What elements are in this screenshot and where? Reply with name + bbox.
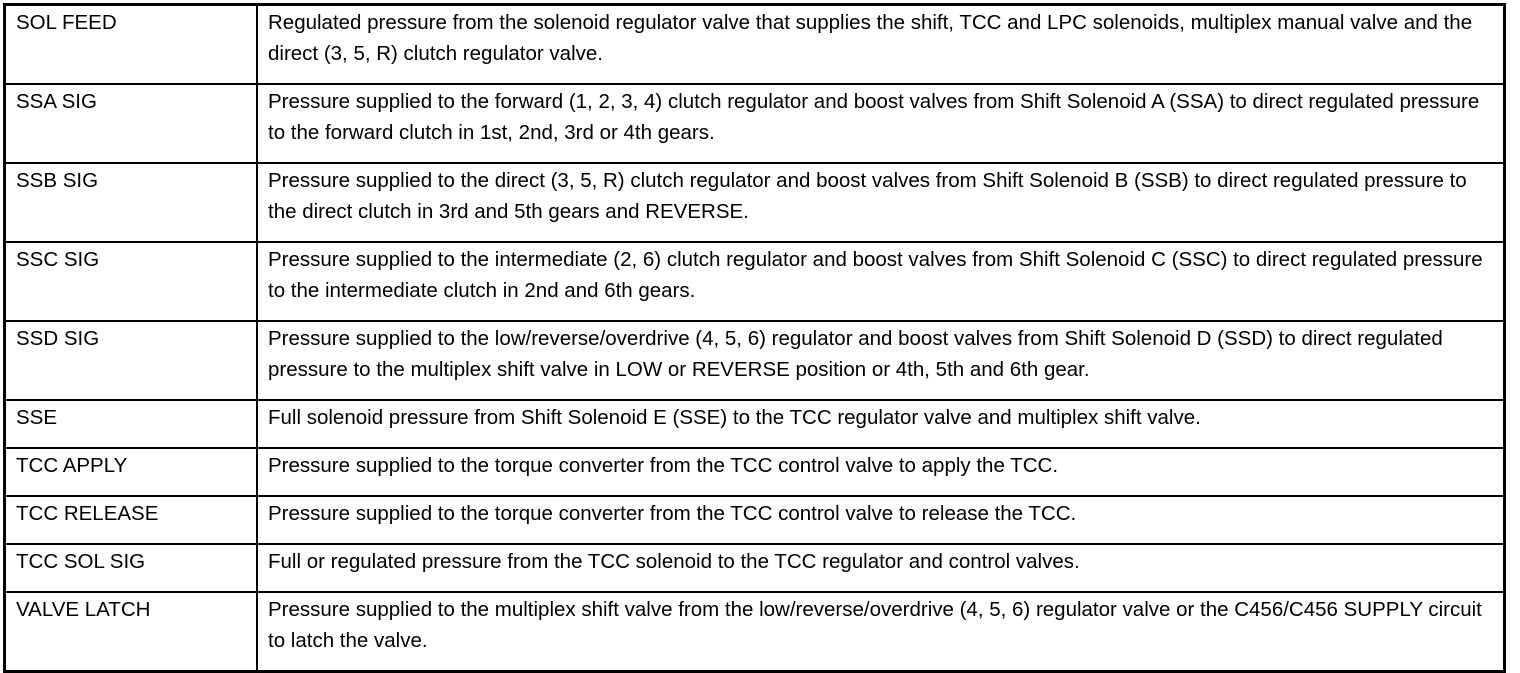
definition-cell: Pressure supplied to the low/reverse/overdrive (4, 5, 6) regulator and boost valves from Shift Solenoid D (SSD) to direct regulated pressure to the multiplex shift valve in LOW or REVERSE position or 4th, 5th and 6th gear. xyxy=(257,321,1505,400)
table-row xyxy=(5,400,1505,448)
definition-cell: Full solenoid pressure from Shift Solenoid E (SSE) to the TCC regulator valve and multiplex shift valve. xyxy=(257,400,1505,448)
definition-cell: Pressure supplied to the multiplex shift valve from the low/reverse/overdrive (4, 5, 6) regulator valve or the C456/C456 SUPPLY circuit to latch the valve. xyxy=(257,592,1505,672)
term-cell: SSE xyxy=(5,400,258,448)
table-row xyxy=(5,448,1505,496)
table-row xyxy=(5,592,1505,672)
term-cell: SSD SIG xyxy=(5,321,258,400)
definition-cell: Pressure supplied to the direct (3, 5, R) clutch regulator and boost valves from Shift Solenoid B (SSB) to direct regulated pressure to the direct clutch in 3rd and 5th gears and REVERSE. xyxy=(257,163,1505,242)
term-cell: SSC SIG xyxy=(5,242,258,321)
term-cell: TCC SOL SIG xyxy=(5,544,258,592)
definition-cell: Pressure supplied to the intermediate (2, 6) clutch regulator and boost valves from Shift Solenoid C (SSC) to direct regulated pressure to the intermediate clutch in 2nd and 6th gears. xyxy=(257,242,1505,321)
fluid-circuit-glossary-table xyxy=(3,3,1506,673)
definition-cell: Pressure supplied to the torque converter from the TCC control valve to release the TCC. xyxy=(257,496,1505,544)
term-cell: VALVE LATCH xyxy=(5,592,258,672)
table-row xyxy=(5,5,1505,85)
definition-cell: Regulated pressure from the solenoid regulator valve that supplies the shift, TCC and LPC solenoids, multiplex manual valve and the direct (3, 5, R) clutch regulator valve. xyxy=(257,5,1505,85)
definition-cell: Pressure supplied to the torque converter from the TCC control valve to apply the TCC. xyxy=(257,448,1505,496)
table-row xyxy=(5,544,1505,592)
term-cell: TCC RELEASE xyxy=(5,496,258,544)
table-row xyxy=(5,496,1505,544)
definition-cell: Full or regulated pressure from the TCC solenoid to the TCC regulator and control valves. xyxy=(257,544,1505,592)
table-row xyxy=(5,163,1505,242)
table-row xyxy=(5,242,1505,321)
table-row xyxy=(5,84,1505,163)
term-cell: SSA SIG xyxy=(5,84,258,163)
term-cell: SOL FEED xyxy=(5,5,258,85)
term-cell: SSB SIG xyxy=(5,163,258,242)
table-body xyxy=(5,5,1505,672)
term-cell: TCC APPLY xyxy=(5,448,258,496)
definition-cell: Pressure supplied to the forward (1, 2, 3, 4) clutch regulator and boost valves from Shift Solenoid A (SSA) to direct regulated pressure to the forward clutch in 1st, 2nd, 3rd or 4th gears. xyxy=(257,84,1505,163)
table-row xyxy=(5,321,1505,400)
